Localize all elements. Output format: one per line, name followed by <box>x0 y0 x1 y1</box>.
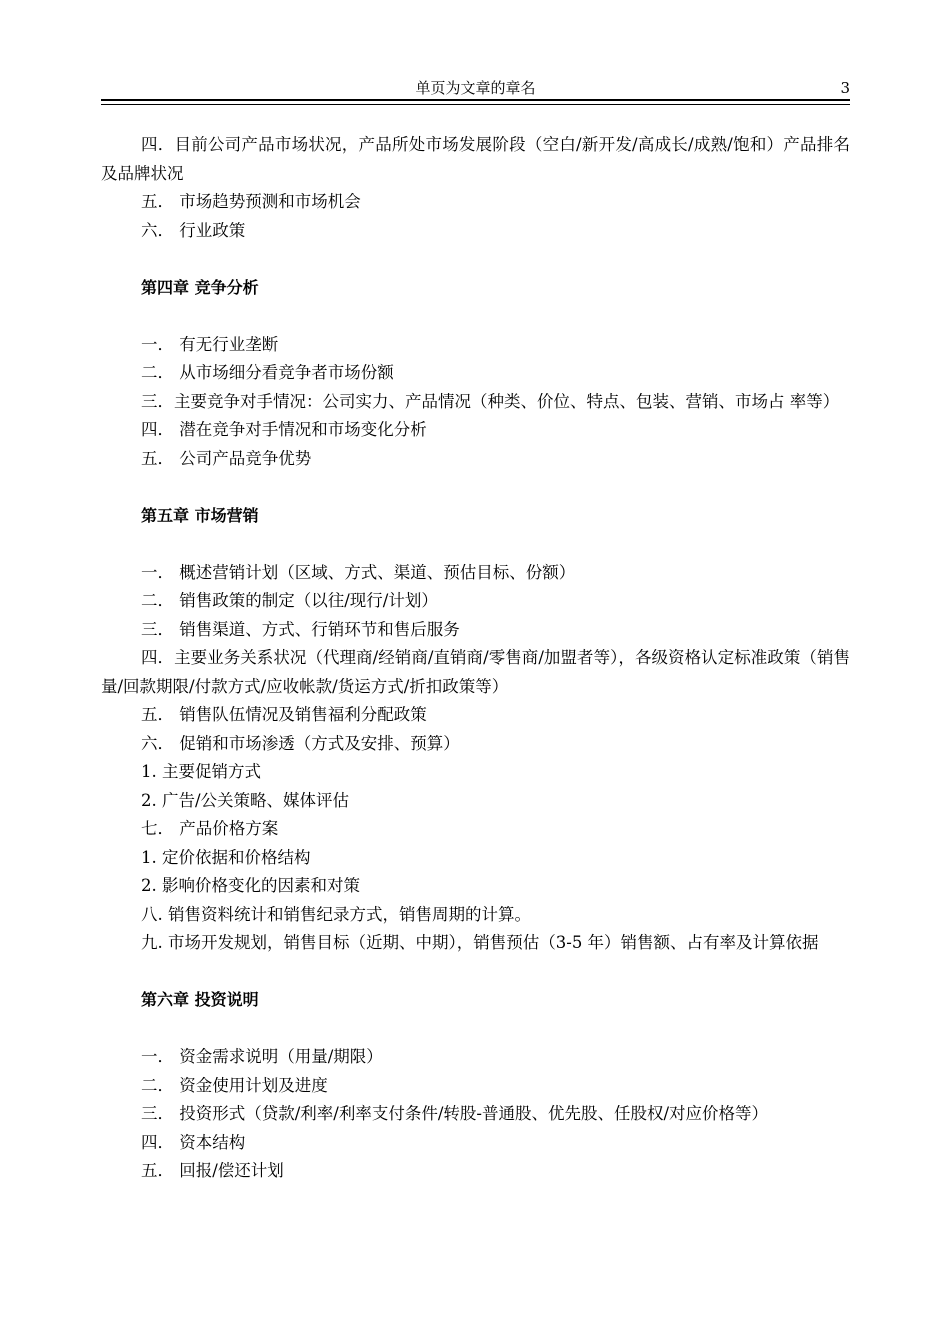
list-item: 二． 销售政策的制定（以往/现行/计划） <box>141 591 438 610</box>
list-item: 七． 产品价格方案 <box>141 819 279 838</box>
list-item: 一． 概述营销计划（区域、方式、渠道、预估目标、份额） <box>141 562 576 582</box>
list-item: 2. 影响价格变化的因素和对策 <box>141 876 360 895</box>
list-item: 六． 促销和市场渗透（方式及安排、预算） <box>141 733 460 753</box>
list-item: 四． 资本结构 <box>141 1132 246 1152</box>
list-item: 一． 有无行业垄断 <box>141 334 279 354</box>
header-title: 单页为文章的章名 <box>415 79 536 97</box>
list-item: 四．主要业务关系状况（代理商/经销商/直销商/零售商/加盟者等），各级资格认定标准政策（销售量/回款期限/付款方式/应收帐款/货运方式/折扣政策等） <box>101 648 850 696</box>
list-item: 九. 市场开发规划，销售目标（近期、中期），销售预估（3-5 年）销售额、占有率及计算依据 <box>141 933 819 952</box>
list-item: 二． 从市场细分看竞争者市场份额 <box>141 363 394 382</box>
list-item: 五． 回报/偿还计划 <box>141 1161 284 1180</box>
list-item: 四．目前公司产品市场状况，产品所处市场发展阶段（空白/新开发/高成长/成熟/饱和）产品排名及品牌状况 <box>101 135 850 183</box>
list-item: 1. 主要促销方式 <box>141 762 261 781</box>
list-item: 二． 资金使用计划及进度 <box>141 1075 328 1095</box>
header-rule <box>101 99 850 101</box>
list-item: 三． 销售渠道、方式、行销环节和售后服务 <box>141 619 460 639</box>
chapter-heading: 第五章 市场营销 <box>141 505 259 525</box>
list-item: 一． 资金需求说明（用量/期限） <box>141 1047 383 1066</box>
chapter-heading: 第六章 投资说明 <box>141 990 259 1009</box>
list-item: 八. 销售资料统计和销售纪录方式，销售周期的计算。 <box>141 904 531 924</box>
list-item: 五． 公司产品竞争优势 <box>141 448 312 468</box>
list-item: 三．主要竞争对手情况：公司实力、产品情况（种类、价位、特点、包装、营销、市场占 率等） <box>141 391 840 411</box>
list-item: 三． 投资形式（贷款/利率/利率支付条件/转股-普通股、优先股、任股权/对应价格等） <box>141 1104 769 1123</box>
list-item: 五． 销售队伍情况及销售福利分配政策 <box>141 705 427 724</box>
header-rule-thin <box>101 104 850 105</box>
list-item: 六． 行业政策 <box>141 220 246 240</box>
document-body <box>101 131 850 1186</box>
list-item: 四． 潜在竞争对手情况和市场变化分析 <box>141 420 427 439</box>
list-item: 2. 广告/公关策略、媒体评估 <box>141 790 350 810</box>
page-number: 3 <box>840 79 850 97</box>
page-header <box>101 78 850 98</box>
chapter-heading: 第四章 竞争分析 <box>141 277 259 297</box>
list-item: 1. 定价依据和价格结构 <box>141 847 311 867</box>
list-item: 五． 市场趋势预测和市场机会 <box>141 192 361 211</box>
